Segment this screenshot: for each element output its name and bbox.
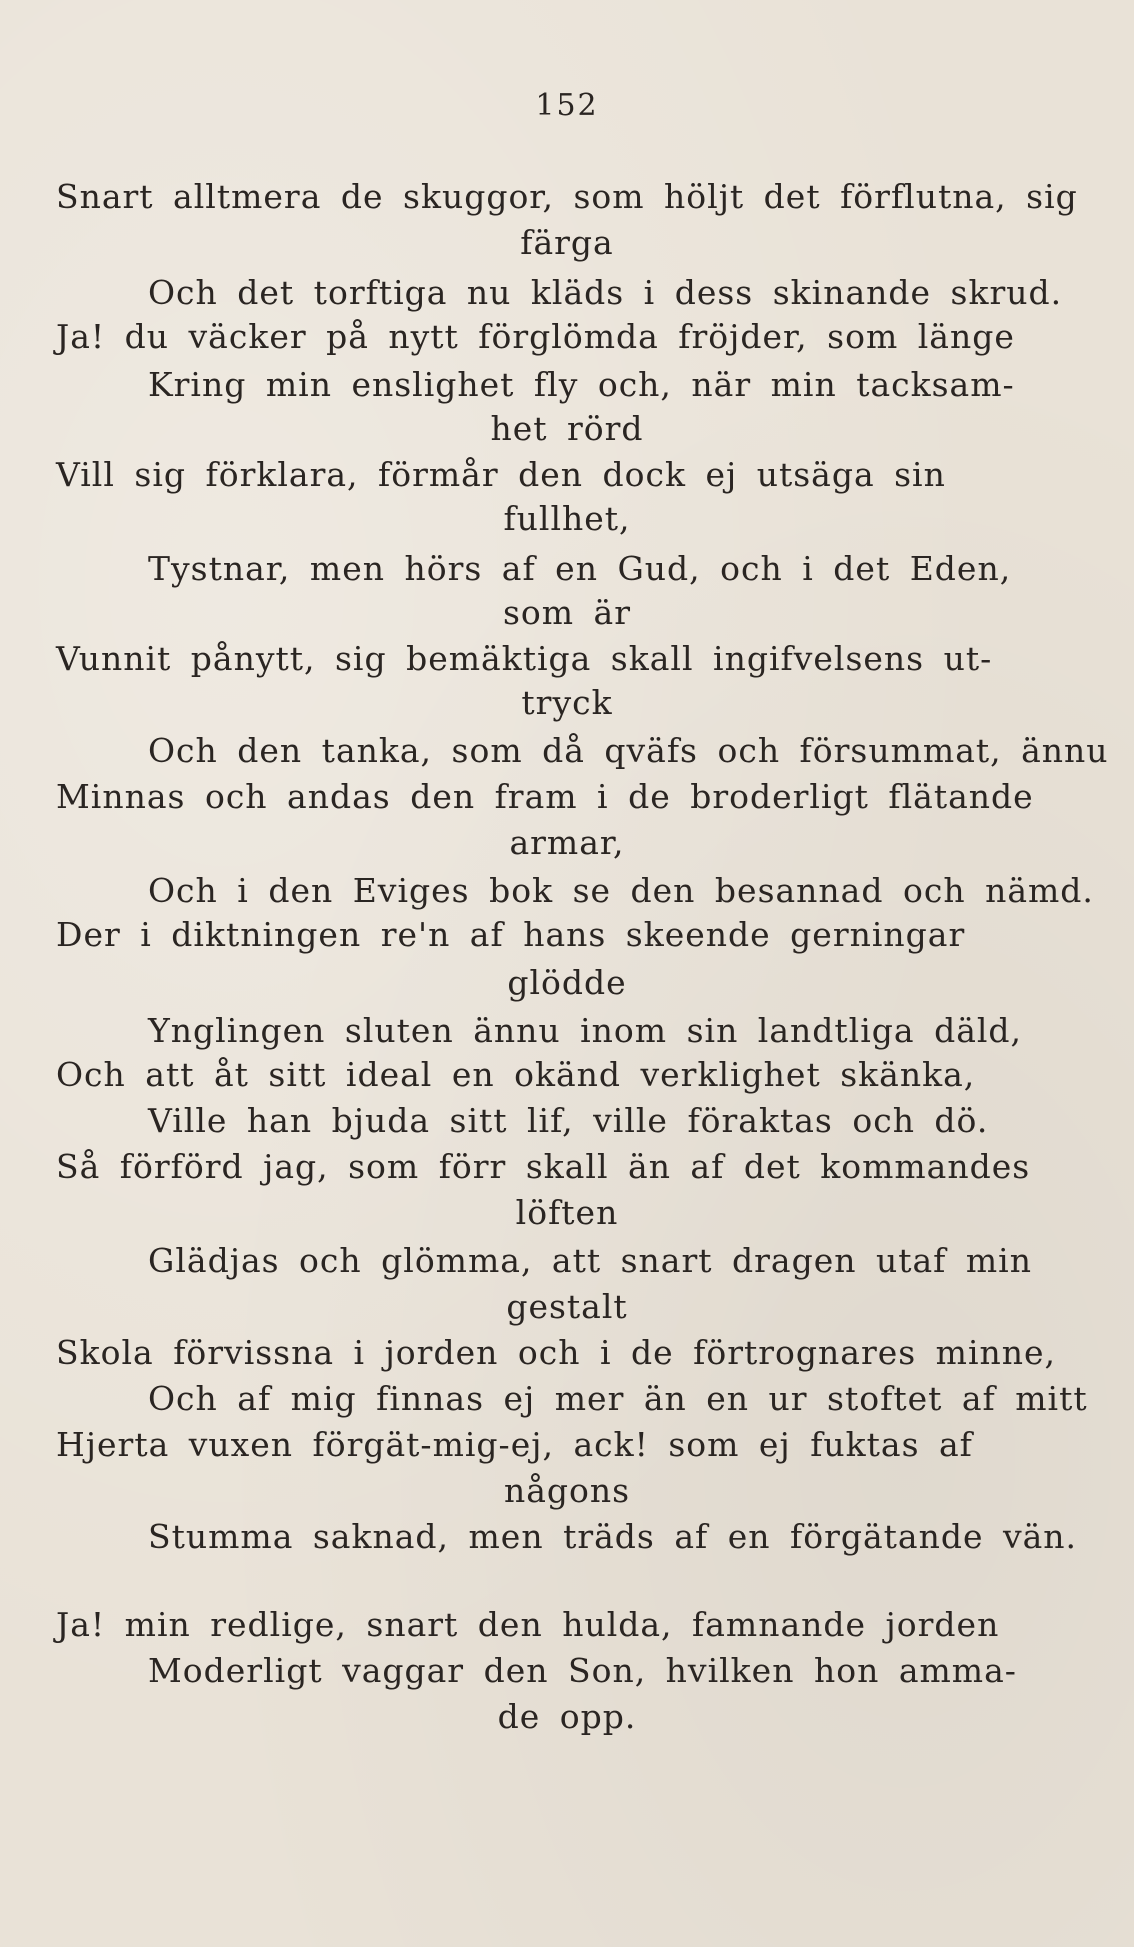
text-line: Kring min enslighet fly och, när min tacksam- bbox=[148, 365, 1015, 404]
text-line: Glädjas och glömma, att snart dragen utaf min bbox=[148, 1241, 1032, 1280]
text-line: Och den tanka, som då qväfs och försummat, ännu bbox=[148, 731, 1109, 770]
text-line: Och att åt sitt ideal en okänd verklighet skänka, bbox=[56, 1055, 976, 1094]
text-line: som är bbox=[502, 593, 632, 632]
text-line: Ja! du väcker på nytt förglömda fröjder, som länge bbox=[56, 317, 1015, 356]
text-line: Hjerta vuxen förgät-mig-ej, ack! som ej fuktas af bbox=[56, 1425, 973, 1464]
text-line: löften bbox=[515, 1193, 619, 1232]
page-number: 152 bbox=[535, 88, 599, 123]
text-line: Vill sig förklara, förmår den dock ej utsäga sin bbox=[56, 455, 946, 494]
text-line: armar, bbox=[509, 823, 625, 862]
text-line: färga bbox=[520, 223, 614, 262]
text-line: Minnas och andas den fram i de broderligt flätande bbox=[56, 777, 1034, 816]
text-line: Och det torftiga nu kläds i dess skinande skrud. bbox=[148, 273, 1063, 312]
text-line: Och i den Eviges bok se den besannad och nämd. bbox=[148, 871, 1094, 910]
text-line: Moderligt vaggar den Son, hvilken hon amma- bbox=[148, 1651, 1017, 1690]
text-line: Stumma saknad, men träds af en förgätande vän. bbox=[148, 1517, 1078, 1556]
text-line: Ville han bjuda sitt lif, ville föraktas och dö. bbox=[148, 1101, 989, 1140]
text-line: Der i diktningen re'n af hans skeende gerningar bbox=[56, 915, 966, 954]
text-line: Ja! min redlige, snart den hulda, famnande jorden bbox=[56, 1605, 1000, 1644]
text-line: Ynglingen sluten ännu inom sin landtliga däld, bbox=[148, 1011, 1023, 1050]
text-line: Snart alltmera de skuggor, som höljt det förflutna, sig bbox=[56, 177, 1078, 216]
text-line: Och af mig finnas ej mer än en ur stoftet af mitt bbox=[148, 1379, 1088, 1418]
text-line: de opp. bbox=[497, 1697, 637, 1736]
text-line: gestalt bbox=[506, 1287, 628, 1326]
text-line: Så förförd jag, som förr skall än af det kommandes bbox=[56, 1147, 1031, 1186]
text-line: Tystnar, men hörs af en Gud, och i det Eden, bbox=[148, 549, 1012, 588]
text-line: någons bbox=[503, 1471, 631, 1510]
text-line: tryck bbox=[521, 683, 613, 722]
text-line: Vunnit pånytt, sig bemäktiga skall ingifvelsens ut- bbox=[56, 639, 993, 678]
text-line: fullhet, bbox=[503, 499, 631, 538]
text-line: het rörd bbox=[490, 409, 644, 448]
text-line: Skola förvissna i jorden och i de förtrognares minne, bbox=[56, 1333, 1057, 1372]
text-line: glödde bbox=[507, 963, 627, 1002]
